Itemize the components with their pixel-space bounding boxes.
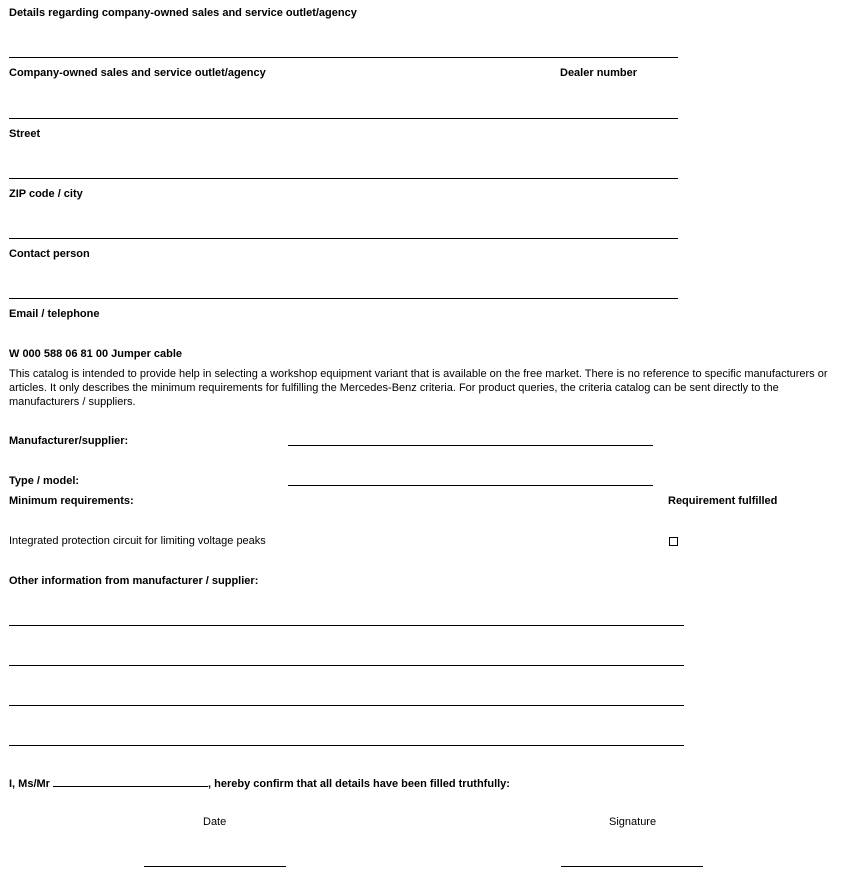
requirement-item-text: Integrated protection circuit for limiting voltage peaks — [9, 535, 266, 547]
other-info-line-4[interactable] — [9, 745, 684, 746]
manufacturer-label: Manufacturer/supplier: — [9, 435, 129, 447]
confirmation-name-input[interactable] — [53, 775, 208, 787]
minimum-requirements-label: Minimum requirements: — [9, 495, 134, 507]
signature-label: Signature — [609, 816, 657, 828]
catalog-title: W 000 588 06 81 00 Jumper cable — [9, 348, 183, 360]
requirement-fulfilled-label: Requirement fulfilled — [668, 495, 778, 507]
zip-city-input-line[interactable] — [9, 178, 678, 179]
company-outlet-input-line[interactable] — [9, 57, 678, 58]
manufacturer-input-line[interactable] — [288, 445, 653, 446]
type-model-input-line[interactable] — [288, 485, 653, 486]
other-info-line-1[interactable] — [9, 625, 684, 626]
contact-person-input-line[interactable] — [9, 238, 678, 239]
details-heading: Details regarding company-owned sales and service outlet/agency — [9, 7, 357, 19]
confirmation-statement — [9, 775, 510, 790]
dealer-number-label: Dealer number — [560, 67, 638, 79]
street-input-line[interactable] — [9, 118, 678, 119]
email-telephone-input-line[interactable] — [9, 298, 678, 299]
other-info-label: Other information from manufacturer / supplier: — [9, 575, 259, 587]
contact-person-label: Contact person — [9, 248, 90, 260]
street-label: Street — [9, 128, 41, 140]
email-telephone-label: Email / telephone — [9, 308, 100, 320]
confirmation-suffix: , hereby confirm that all details have been filled truthfully: — [208, 778, 510, 790]
zip-city-label: ZIP code / city — [9, 188, 83, 200]
company-outlet-label: Company-owned sales and service outlet/agency — [9, 67, 266, 79]
type-model-label: Type / model: — [9, 475, 80, 487]
date-label: Date — [203, 816, 227, 828]
confirmation-prefix: I, Ms/Mr — [9, 778, 50, 790]
catalog-description: This catalog is intended to provide help in selecting a workshop equipment variant that is available on the free market. There is no reference to specific manufacturers or articles. It only describes the minimum requirements for fulfilling the Mercedes-Benz criteria. For product queries, the criteria catalog can be sent directly to the manufacturers / suppliers. — [9, 368, 828, 408]
other-info-line-3[interactable] — [9, 705, 684, 706]
signature-input-line[interactable] — [561, 866, 703, 867]
date-input-line[interactable] — [144, 866, 286, 867]
requirement-fulfilled-checkbox[interactable] — [669, 537, 678, 546]
other-info-line-2[interactable] — [9, 665, 684, 666]
